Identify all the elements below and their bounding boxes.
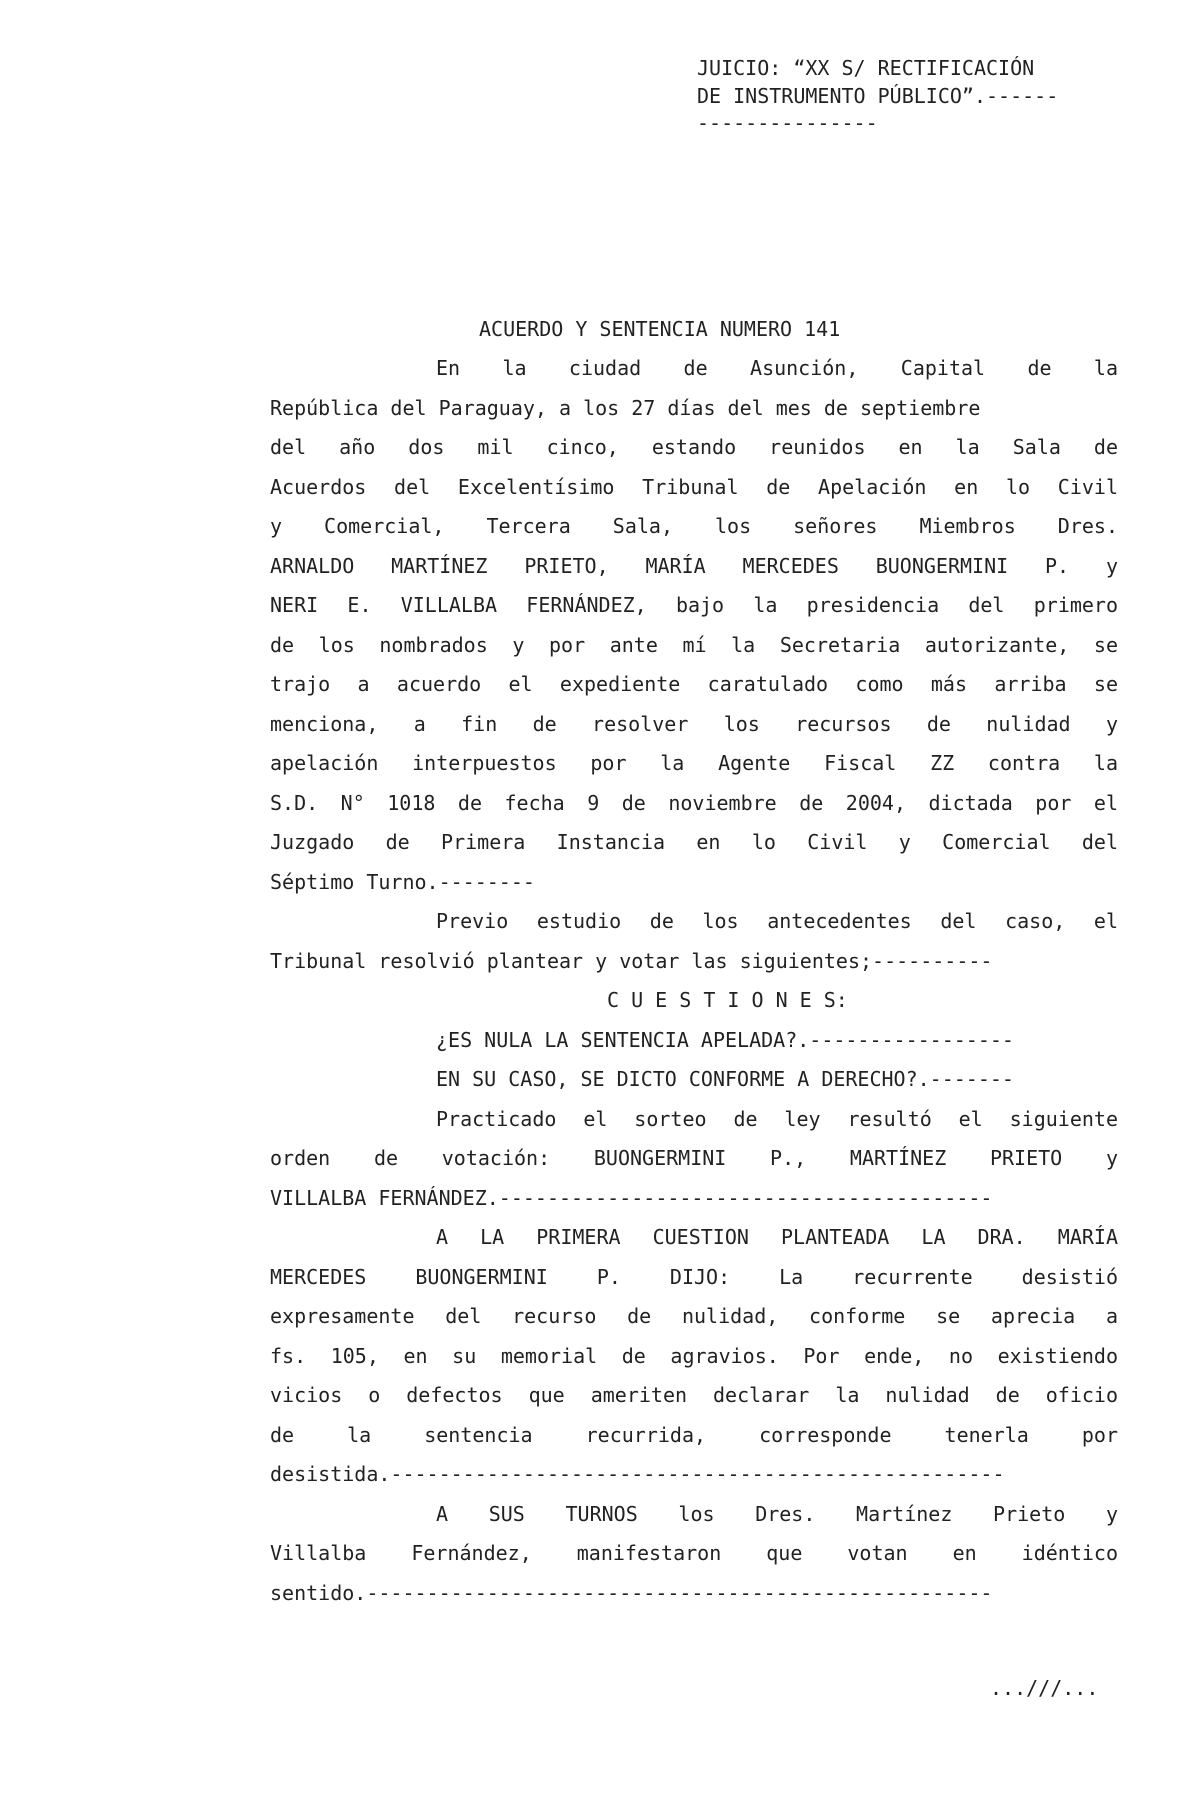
case-header-line-2: DE INSTRUMENTO PÚBLICO”.------ [697,84,1059,108]
body-line-10: menciona, a fin de resolver los recursos de nulidad y [270,712,1118,736]
case-header-line-1: JUICIO: “XX S/ RECTIFICACIÓN [697,56,1035,80]
body-line-8: de los nombrados y por ante mí la Secretaria autorizante, se [270,633,1118,657]
body-line-9: trajo a acuerdo el expediente caratulado como más arriba se [270,672,1118,696]
body-line-26: fs. 105, en su memorial de agravios. Por ende, no existiendo [270,1344,1118,1368]
body-line-28: de la sentencia recurrida, corresponde tenerla por [270,1423,1118,1447]
questions-heading: C U E S T I O N E S: [607,988,848,1012]
body-line-13: Juzgado de Primera Instancia en lo Civil y Comercial del [270,830,1118,854]
body-line-23: A LA PRIMERA CUESTION PLANTEADA LA DRA. MARÍA [436,1225,1118,1249]
body-line-25: expresamente del recurso de nulidad, conforme se aprecia a [270,1304,1118,1328]
body-line-5: y Comercial, Tercera Sala, los señores Miembros Dres. [270,514,1118,538]
continuation-mark: ...///... [990,1676,1099,1700]
body-line-20: Practicado el sorteo de ley resultó el siguiente [436,1107,1118,1131]
question-2: EN SU CASO, SE DICTO CONFORME A DERECHO?.------- [436,1067,1014,1091]
body-line-14: Séptimo Turno.-------- [270,870,535,894]
body-line-6: ARNALDO MARTÍNEZ PRIETO, MARÍA MERCEDES BUONGERMINI P. y [270,554,1118,578]
body-line-7: NERI E. VILLALBA FERNÁNDEZ, bajo la presidencia del primero [270,593,1118,617]
body-line-29: desistida.--------------------------------------------------- [270,1462,1005,1486]
document-title: ACUERDO Y SENTENCIA NUMERO 141 [479,317,841,341]
body-line-2: República del Paraguay, a los 27 días del mes de septiembre [270,396,981,420]
body-line-1: En la ciudad de Asunción, Capital de la [436,356,1118,380]
case-header-line-3: --------------- [697,111,878,135]
body-line-3: del año dos mil cinco, estando reunidos en la Sala de [270,435,1118,459]
body-line-24: MERCEDES BUONGERMINI P. DIJO: La recurrente desistió [270,1265,1118,1289]
body-line-30: A SUS TURNOS los Dres. Martínez Prieto y [436,1502,1118,1526]
body-line-12: S.D. N° 1018 de fecha 9 de noviembre de 2004, dictada por el [270,791,1118,815]
question-1: ¿ES NULA LA SENTENCIA APELADA?.----------------- [436,1028,1014,1052]
body-line-15: Previo estudio de los antecedentes del caso, el [436,909,1118,933]
body-line-4: Acuerdos del Excelentísimo Tribunal de Apelación en lo Civil [270,475,1118,499]
body-line-16: Tribunal resolvió plantear y votar las siguientes;---------- [270,949,993,973]
body-line-31: Villalba Fernández, manifestaron que votan en idéntico [270,1541,1118,1565]
body-line-11: apelación interpuestos por la Agente Fiscal ZZ contra la [270,751,1118,775]
body-line-32: sentido.---------------------------------------------------- [270,1581,993,1605]
body-line-22: VILLALBA FERNÁNDEZ.----------------------------------------- [270,1186,993,1210]
body-line-27: vicios o defectos que ameriten declarar la nulidad de oficio [270,1383,1118,1407]
body-line-21: orden de votación: BUONGERMINI P., MARTÍNEZ PRIETO y [270,1146,1118,1170]
